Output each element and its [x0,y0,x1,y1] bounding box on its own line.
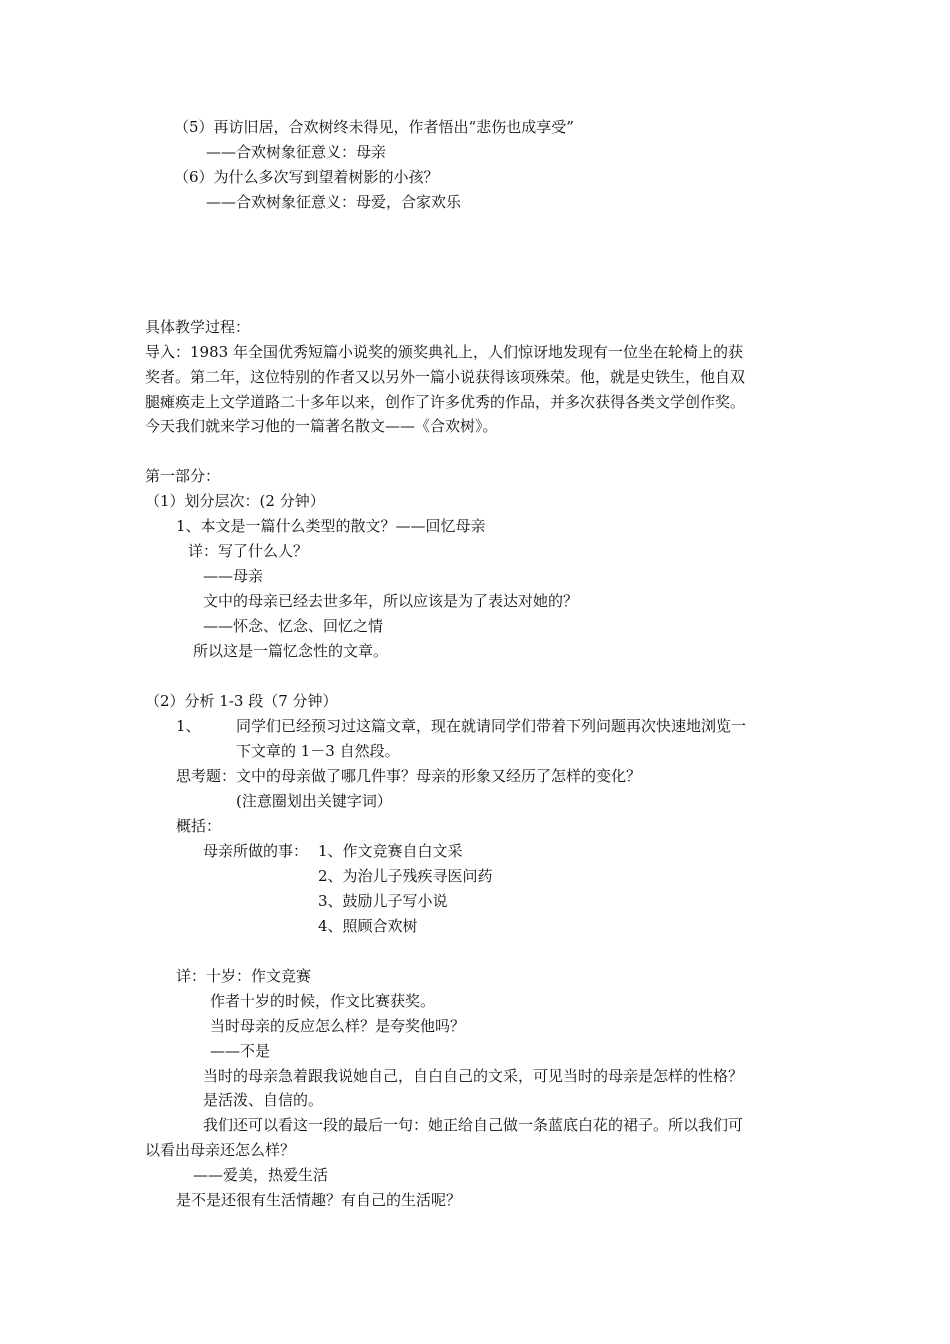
detail-line-3: ——不是 [210,1042,271,1060]
section-1-conclusion: 所以这是一篇忆念性的文章。 [193,642,389,660]
detail-line-1: 作者十岁的时候，作文比赛获奖。 [210,992,436,1010]
think-note: (注意圈划出关键字词） [236,792,392,810]
summary-label: 概括： [176,817,222,835]
detail-line-9: 是不是还很有生活情趣？有自己的生活呢？ [176,1191,462,1209]
deed-item-3: 3、鼓励儿子写小说 [318,892,448,910]
item-6-answer: ——合欢树象征意义：母爱，合家欢乐 [206,193,462,211]
intro-line-1: 导入：1983 年全国优秀短篇小说奖的颁奖典礼上，人们惊讶地发现有一位坐在轮椅上的获 [145,343,743,361]
section-2-title: （2）分析 1-3 段（7 分钟） [145,692,338,710]
item-5-answer: ——合欢树象征意义：母亲 [206,143,387,161]
section-1-detail: 详：写了什么人？ [188,542,309,560]
section-2-number: 1、 [176,717,201,735]
deeds-label: 母亲所做的事： [203,842,309,860]
process-heading: 具体教学过程： [145,318,251,336]
item-5: （5）再访旧居，合欢树终未得见，作者悟出“悲伤也成享受” [174,118,574,136]
deed-item-4: 4、照顾合欢树 [318,917,418,935]
deed-item-2: 2、为治儿子残疾寻医问药 [318,867,493,885]
section-1-title: （1）划分层次：(2 分钟） [145,492,325,510]
section-1-answer-1: ——母亲 [203,567,264,585]
section-1-question-2: 文中的母亲已经去世多年，所以应该是为了表达对她的？ [203,592,579,610]
section-2-task-line-2: 下文章的 1－3 自然段。 [236,742,400,760]
detail-line-2: 当时母亲的反应怎么样？是夸奖他吗？ [210,1017,466,1035]
detail-line-6: 我们还可以看这一段的最后一句：她正给自己做一条蓝底白花的裙子。所以我们可 [203,1116,744,1134]
intro-line-2: 奖者。第二年，这位特别的作者又以另外一篇小说获得该项殊荣。他，就是史铁生，他自双 [145,368,746,386]
intro-line-3: 腿瘫痪走上文学道路二十多年以来，创作了许多优秀的作品，并多次获得各类文学创作奖。 [145,393,746,411]
detail-line-5: 是活泼、自信的。 [203,1091,324,1109]
detail-line-4: 当时的母亲急着跟我说她自己，自白自己的文采，可见当时的母亲是怎样的性格？ [203,1067,744,1085]
detail-title: 详：十岁：作文竞赛 [176,967,312,985]
section-2-task-line-1: 同学们已经预习过这篇文章，现在就请同学们带着下列问题再次快速地浏览一 [236,717,747,735]
intro-line-4: 今天我们就来学习他的一篇著名散文——《合欢树》。 [145,417,498,435]
item-6: （6）为什么多次写到望着树影的小孩？ [174,168,439,186]
detail-line-8: ——爱美，热爱生活 [193,1166,329,1184]
section-1-question: 1、本文是一篇什么类型的散文？——回忆母亲 [176,517,486,535]
detail-line-7: 以看出母亲还怎么样？ [145,1141,296,1159]
think-question: 思考题：文中的母亲做了哪几件事？母亲的形象又经历了怎样的变化？ [176,767,642,785]
part1-heading: 第一部分： [145,467,221,485]
section-1-answer-2: ——怀念、忆念、回忆之情 [203,617,384,635]
deed-item-1: 1、作文竞赛自白文采 [318,842,463,860]
